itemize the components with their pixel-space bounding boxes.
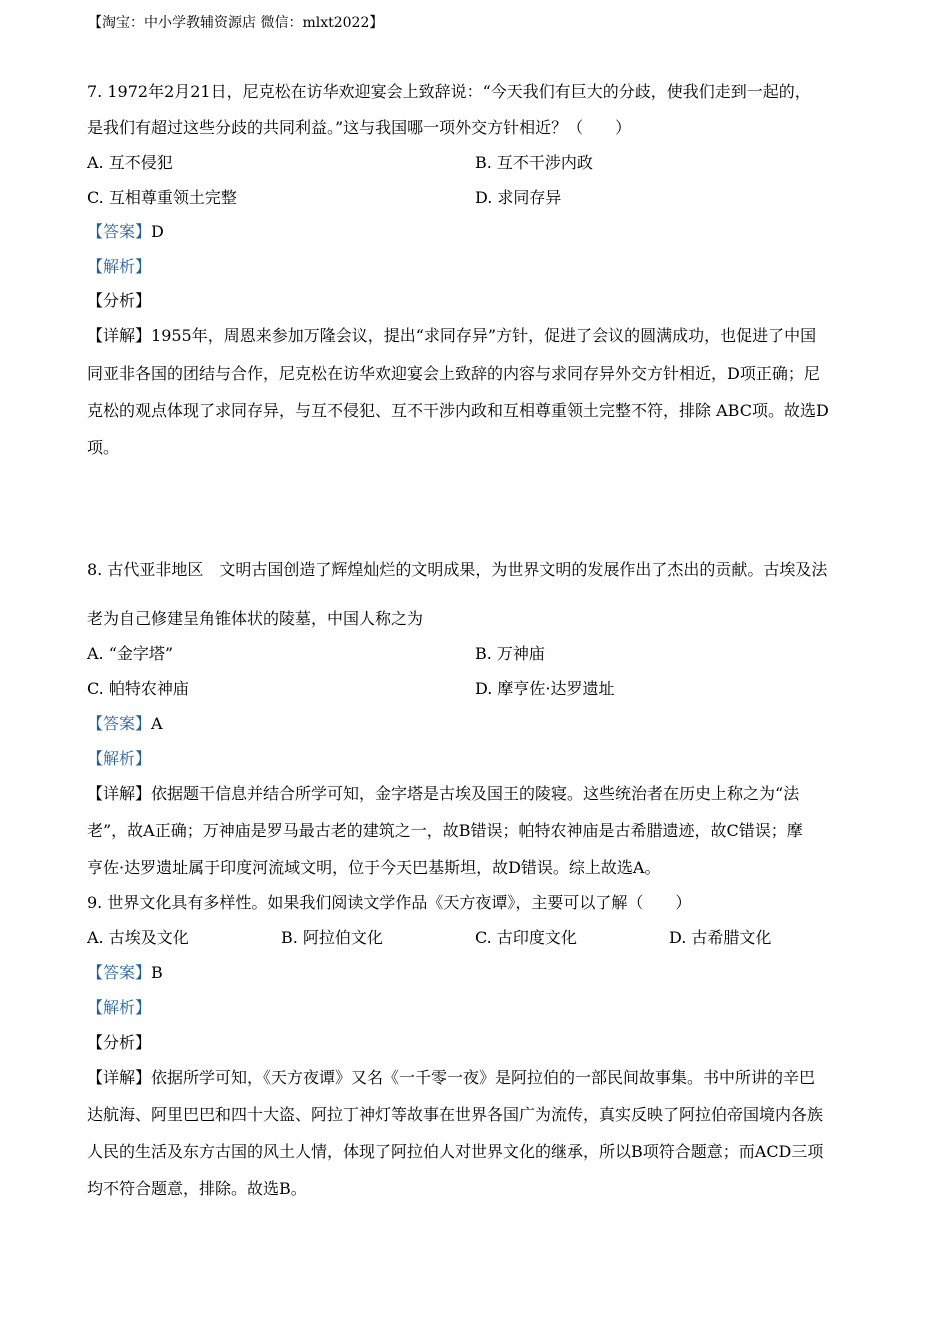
q7-stem-line2: 是我们有超过这些分歧的共同利益。”这与我国哪一项外交方针相近？（ ） xyxy=(87,118,632,137)
q8-detail-line1 xyxy=(87,783,799,805)
q8-option-a: A. “金字塔” xyxy=(87,644,174,663)
answer-tag: 【答案】 xyxy=(87,714,152,733)
answer-value: A xyxy=(151,714,163,733)
answer-tag: 【答案】 xyxy=(87,963,152,982)
q8-detail-line2: 老”，故A正确；万神庙是罗马最古老的建筑之一，故B错误；帕特农神庙是古希腊遗迹，故C错误；摩 xyxy=(87,821,803,840)
q7-option-a: A. 互不侵犯 xyxy=(87,153,173,172)
answer-tag: 【答案】 xyxy=(87,222,152,241)
q9-analysis-tag: 【解析】 xyxy=(87,998,152,1017)
q9-fenxi-tag: 【分析】 xyxy=(87,1033,152,1052)
q8-answer xyxy=(87,713,163,735)
q7-detail-line4: 项。 xyxy=(87,438,120,457)
q8-option-d: D. 摩亨佐·达罗遗址 xyxy=(475,679,615,698)
q8-analysis-tag: 【解析】 xyxy=(87,749,152,768)
q7-detail-line2: 同亚非各国的团结与合作，尼克松在访华欢迎宴会上致辞的内容与求同存异外交方针相近，D项正确；尼 xyxy=(87,364,820,383)
q9-answer xyxy=(87,962,163,984)
q8-stem-line2: 老为自己修建呈角锥体状的陵墓，中国人称之为 xyxy=(87,609,424,628)
page-header: 【淘宝：中小学教辅资源店 微信：mlxt2022】 xyxy=(88,15,384,31)
q7-option-d: D. 求同存异 xyxy=(475,188,562,207)
q9-detail-line1 xyxy=(87,1067,815,1089)
q8-detail-line3: 亨佐·达罗遗址属于印度河流域文明，位于今天巴基斯坦，故D错误。综上故选A。 xyxy=(87,858,661,877)
q8-option-b: B. 万神庙 xyxy=(475,644,545,663)
answer-value: B xyxy=(151,963,163,982)
q8-stem-line1: 8. 古代亚非地区 文明古国创造了辉煌灿烂的文明成果，为世界文明的发展作出了杰出的贡献。古埃及法 xyxy=(87,560,828,579)
detail-tag: 【详解】 xyxy=(87,326,152,345)
q7-stem-line1: 7. 1972年2月21日，尼克松在访华欢迎宴会上致辞说：“今天我们有巨大的分歧，使我们走到一起的， xyxy=(87,82,811,101)
q9-option-a: A. 古埃及文化 xyxy=(87,928,189,947)
q9-detail-line4: 均不符合题意，排除。故选B。 xyxy=(87,1179,307,1198)
answer-value: D xyxy=(151,222,164,241)
q7-option-c: C. 互相尊重领土完整 xyxy=(87,188,237,207)
q9-option-b: B. 阿拉伯文化 xyxy=(281,928,383,947)
q9-option-d: D. 古希腊文化 xyxy=(669,928,772,947)
q9-detail-line3: 人民的生活及东方古国的风土人情，体现了阿拉伯人对世界文化的继承，所以B项符合题意；而ACD三项 xyxy=(87,1142,824,1161)
q7-option-b: B. 互不干涉内政 xyxy=(475,153,593,172)
q7-fenxi-tag: 【分析】 xyxy=(87,291,152,310)
q7-answer xyxy=(87,221,164,243)
detail-tag: 【详解】 xyxy=(87,1068,152,1087)
q9-detail-line2: 达航海、阿里巴巴和四十大盗、阿拉丁神灯等故事在世界各国广为流传，真实反映了阿拉伯帝国境内各族 xyxy=(87,1105,824,1124)
detail-text: 依据所学可知，《天方夜谭》又名《一千零一夜》是阿拉伯的一部民间故事集。书中所讲的辛巴 xyxy=(151,1068,816,1087)
q8-option-c: C. 帕特农神庙 xyxy=(87,679,189,698)
q7-analysis-tag: 【解析】 xyxy=(87,257,152,276)
detail-text: 依据题干信息并结合所学可知，金字塔是古埃及国王的陵寝。这些统治者在历史上称之为“法 xyxy=(151,784,800,803)
q7-detail-line3: 克松的观点体现了求同存异，与互不侵犯、互不干涉内政和互相尊重领土完整不符，排除 ABC项。故选D xyxy=(87,401,829,420)
detail-tag: 【详解】 xyxy=(87,784,152,803)
q9-stem-line1: 9. 世界文化具有多样性。如果我们阅读文学作品《天方夜谭》，主要可以了解（ ） xyxy=(87,893,692,912)
q7-detail-line1 xyxy=(87,325,816,347)
q9-option-c: C. 古印度文化 xyxy=(475,928,577,947)
detail-text: 1955年，周恩来参加万隆会议，提出“求同存异”方针，促进了会议的圆满成功，也促进了中国 xyxy=(151,326,817,345)
